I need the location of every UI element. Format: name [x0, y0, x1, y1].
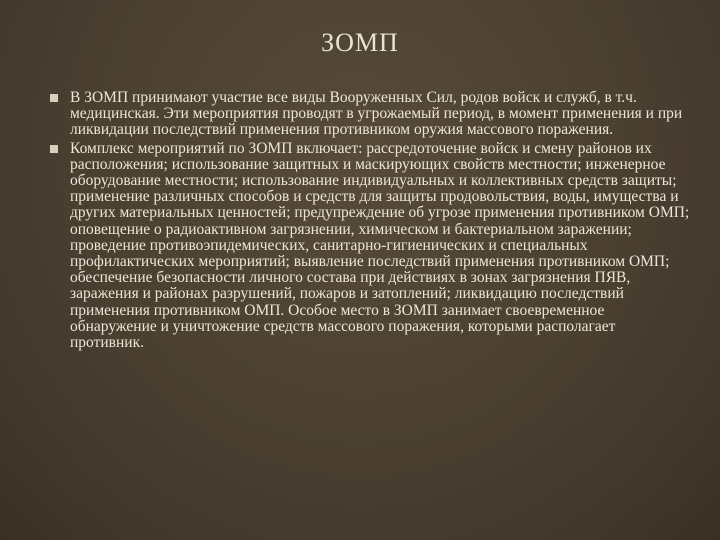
bullet-text: Комплекс мероприятий по ЗОМП включает: рассредоточение войск и смену районов их расположения; использование защитных и маскирующих свойств местности; инженерное оборудование местности; использование индивидуальных и коллективных средств защиты; применение различных способов и средств для защиты продовольствия, воды, имущества и других материальных ценностей; предупреждение об угрозе применения противником ОМП; оповещение о радиоактивном загрязнении, химическом и бактериальном заражении; проведение противоэпидемических, санитарно-гигиенических и специальных профилактических мероприятий; выявление последствий применения противником ОМП; обеспечение безопасности личного состава при действиях в зонах загрязнения ПЯВ, заражения и районах разрушений, пожаров и затоплений; ликвидацию последствий применения противником ОМП. Особое место в ЗОМП занимает своевременное обнаружение и уничтожение средств массового поражения, которыми располагает противник.: [70, 139, 690, 352]
bullet-item: [50, 141, 690, 352]
bullet-list: [50, 90, 690, 353]
slide-title: ЗОМП: [321, 28, 399, 57]
square-bullet-icon: [50, 94, 58, 102]
bullet-item: [50, 90, 690, 139]
square-bullet-icon: [50, 145, 58, 153]
bullet-text: В ЗОМП принимают участие все виды Вооруженных Сил, родов войск и служб, в т.ч. медицинская. Эти мероприятия проводят в угрожаемый период, в момент применения и при ликвидации последствий применения противником оружия массового поражения.: [70, 89, 683, 139]
